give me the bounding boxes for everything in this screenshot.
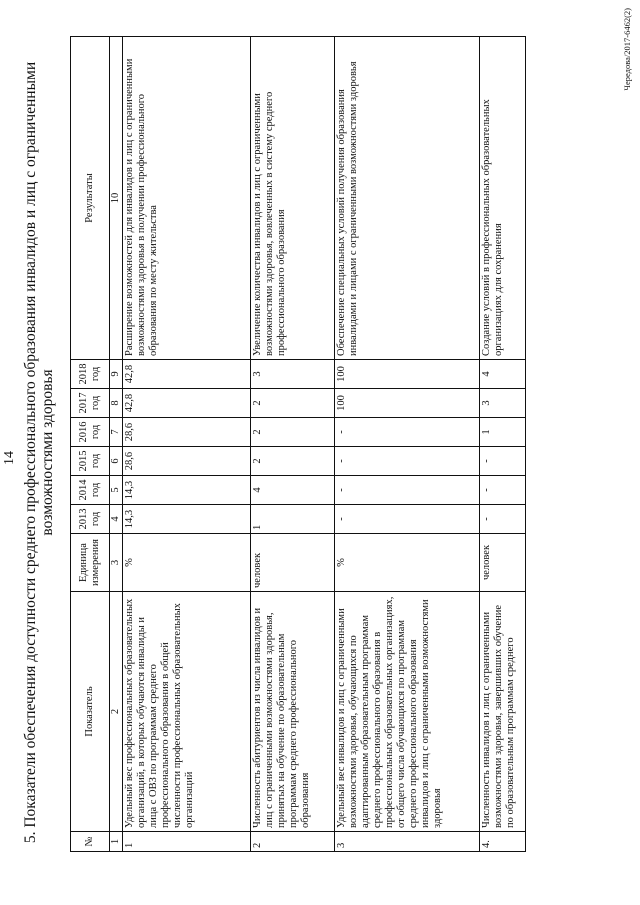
header-2017: 2017 год <box>71 389 110 418</box>
value-2016: - <box>335 418 480 447</box>
column-number: 7 <box>110 418 123 447</box>
unit-cell: человек <box>480 534 526 592</box>
value-2017: 42,8 <box>123 389 251 418</box>
document-reference: Чередова/2017-6462(2) <box>622 8 632 91</box>
value-2014: - <box>335 476 480 505</box>
indicator-cell: Численность инвалидов и лиц с ограниченными возможностями здоровья, завершивших обучение по образовательным программам среднего <box>480 592 526 832</box>
column-number: 9 <box>110 360 123 389</box>
value-2014: - <box>480 476 526 505</box>
header-2013: 2013 год <box>71 505 110 534</box>
value-2017: 100 <box>335 389 480 418</box>
column-number: 3 <box>110 534 123 592</box>
header-row <box>71 37 110 852</box>
header-2016: 2016 год <box>71 418 110 447</box>
section-title: 5. Показатели обеспечения доступности среднего профессионального образования инвалидов и лиц с ограниченными возможностями здоровья <box>22 61 56 844</box>
value-2013: 14,3 <box>123 505 251 534</box>
table-row <box>123 37 251 852</box>
header-no: № <box>71 832 110 852</box>
value-2017: 2 <box>251 389 335 418</box>
result-cell: Увеличение количества инвалидов и лиц с ограниченными возможностями здоровья, вовлеченных в систему среднего профессионального образования <box>251 37 335 360</box>
header-2018: 2018 год <box>71 360 110 389</box>
value-2018: 100 <box>335 360 480 389</box>
value-2016: 2 <box>251 418 335 447</box>
value-2015: 28,6 <box>123 447 251 476</box>
value-2015: - <box>335 447 480 476</box>
table-row <box>251 37 335 852</box>
value-2018: 42,8 <box>123 360 251 389</box>
value-2018: 4 <box>480 360 526 389</box>
header-2015: 2015 год <box>71 447 110 476</box>
header-results: Результаты <box>71 37 110 360</box>
row-number: 3 <box>335 832 480 852</box>
value-2014: 4 <box>251 476 335 505</box>
table-row <box>480 37 526 852</box>
unit-cell: % <box>335 534 480 592</box>
column-number: 5 <box>110 476 123 505</box>
indicator-cell: Численность абитуриентов из числа инвалидов и лиц с ограниченными возможностями здоровья, принятых на обучение по образовательным программам среднего профессионального образования <box>251 592 335 832</box>
header-indicator: Показатель <box>71 592 110 832</box>
value-2016: 28,6 <box>123 418 251 447</box>
result-cell: Обеспечение специальных условий получения образования инвалидами и лицами с ограниченными возможностями здоровья <box>335 37 480 360</box>
column-number: 1 <box>110 832 123 852</box>
value-2013: - <box>480 505 526 534</box>
value-2013: 1 <box>251 505 335 534</box>
column-number: 4 <box>110 505 123 534</box>
value-2016: 1 <box>480 418 526 447</box>
result-cell: Расширение возможностей для инвалидов и лиц с ограниченными возможностями здоровья в получении профессионального образования по месту жительства <box>123 37 251 360</box>
column-number: 10 <box>110 37 123 360</box>
unit-cell: % <box>123 534 251 592</box>
table-row <box>335 37 480 852</box>
column-number: 6 <box>110 447 123 476</box>
header-unit: Единица измерения <box>71 534 110 592</box>
result-cell: Создание условий в профессиональных образовательных организациях для сохранения <box>480 37 526 360</box>
indicators-table <box>70 36 526 852</box>
row-number: 2 <box>251 832 335 852</box>
value-2014: 14,3 <box>123 476 251 505</box>
row-number: 1 <box>123 832 251 852</box>
row-number: 4. <box>480 832 526 852</box>
page-number: 14 <box>2 451 17 465</box>
header-2014: 2014 год <box>71 476 110 505</box>
value-2015: - <box>480 447 526 476</box>
indicator-cell: Удельный вес инвалидов и лиц с ограниченными возможностями здоровья, обучающихся по адаптированным образовательным программам среднего профессионального образования в профессиональных образовательных организациях, от общего числа обучающихся по программам среднего профессионального образования инвалидов и лиц с ограниченными возможностями здоровья <box>335 592 480 832</box>
value-2013: - <box>335 505 480 534</box>
column-number-row <box>110 37 123 852</box>
value-2017: 3 <box>480 389 526 418</box>
value-2015: 2 <box>251 447 335 476</box>
indicator-cell: Удельный вес профессиональных образовательных организаций, в которых обучаются инвалиды и лица с ОВЗ по программам среднего профессионального образования в общей численности профессиональных образовательных организаций <box>123 592 251 832</box>
value-2018: 3 <box>251 360 335 389</box>
unit-cell: человек <box>251 534 335 592</box>
column-number: 8 <box>110 389 123 418</box>
column-number: 2 <box>110 592 123 832</box>
